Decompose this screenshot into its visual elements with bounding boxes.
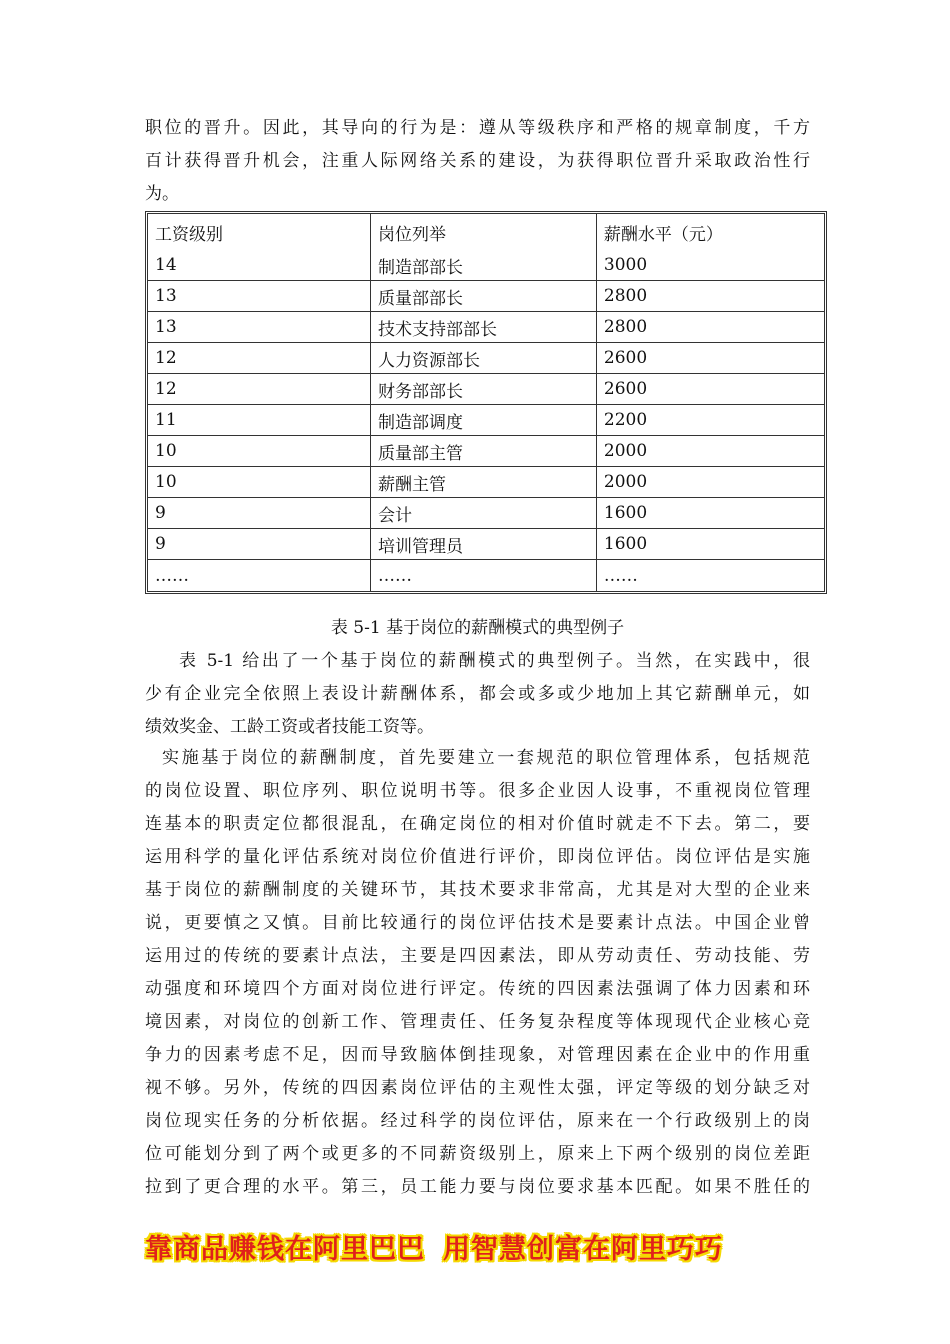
cell-salary: 1600 [597,529,824,560]
banner-text-right: 用智慧创富在阿里巧巧 [443,1234,723,1265]
cell-grade: 12 [148,343,371,374]
table-row [148,529,824,560]
text-line: 表 5-1 给出了一个基于岗位的薪酬模式的典型例子。当然，在实践中，很 [179,651,810,671]
table-row [148,560,824,591]
text-line: 基于岗位的薪酬制度的关键环节，其技术要求非常高，尤其是对大型的企业来 [145,880,810,900]
text-line: 实施基于岗位的薪酬制度，首先要建立一套规范的职位管理体系，包括规范 [162,748,810,768]
cell-salary: 1600 [597,498,824,529]
cell-position: 人力资源部长 [371,343,597,374]
header-salary-grade: 工资级别 [148,214,371,250]
table-row [148,250,824,281]
cell-salary: 2800 [597,281,824,312]
cell-grade: 9 [148,498,371,529]
text-line: 连基本的职责定位都很混乱，在确定岗位的相对价值时就走不下去。第二，要 [145,814,810,834]
table-row [148,374,824,405]
cell-position: 会计 [371,498,597,529]
cell-position: 质量部部长 [371,281,597,312]
text-line: 位可能划分到了两个或更多的不同薪资级别上，原来上下两个级别的岗位差距 [145,1144,810,1164]
text-line: 岗位现实任务的分析依据。经过科学的岗位评估，原来在一个行政级别上的岗 [145,1111,810,1131]
text-line: 说，更要慎之又慎。目前比较通行的岗位评估技术是要素计点法。中国企业曾 [145,913,810,933]
cell-grade: 10 [148,436,371,467]
table-row [148,343,824,374]
cell-salary: 2000 [597,467,824,498]
cell-salary: 2800 [597,312,824,343]
explain-paragraph [145,645,810,744]
table-row [148,281,824,312]
implementation-paragraph [145,742,810,1204]
cell-position: 薪酬主管 [371,467,597,498]
table-row [148,405,824,436]
table-caption: 表 5-1 基于岗位的薪酬模式的典型例子 [330,618,625,638]
cell-position: …… [371,560,597,591]
cell-grade: …… [148,560,371,591]
text-line: 运用科学的量化评估系统对岗位价值进行评价，即岗位评估。岗位评估是实施 [145,847,810,867]
cell-grade: 13 [148,281,371,312]
cell-grade: 12 [148,374,371,405]
cell-salary: 2600 [597,343,824,374]
cell-position: 技术支持部部长 [371,312,597,343]
salary-table [145,211,827,594]
text-line: 视不够。另外，传统的四因素岗位评估的主观性太强，评定等级的划分缺乏对 [145,1078,810,1098]
header-position-examples: 岗位列举 [371,214,597,250]
table-row [148,312,824,343]
table-header-row [148,214,824,250]
cell-position: 质量部主管 [371,436,597,467]
table-row [148,467,824,498]
text-line: 少有企业完全依照上表设计薪酬体系，都会或多或少地加上其它薪酬单元，如 [145,684,810,704]
cell-position: 培训管理员 [371,529,597,560]
banner-text-left: 靠商品赚钱在阿里巴巴 [145,1234,425,1265]
cell-grade: 13 [148,312,371,343]
cell-grade: 11 [148,405,371,436]
table-row [148,436,824,467]
text-line: 绩效奖金、工龄工资或者技能工资等。 [145,717,434,737]
footer-ad-banner[interactable] [145,1230,805,1270]
text-line: 动强度和环境四个方面对岗位进行评定。传统的四因素法强调了体力因素和环 [145,979,810,999]
header-salary-level: 薪酬水平（元） [603,224,723,245]
cell-salary: 2000 [597,436,824,467]
cell-position: 制造部调度 [371,405,597,436]
text-line: 运用过的传统的要素计点法，主要是四因素法，即从劳动责任、劳动技能、劳 [145,946,810,966]
cell-salary: 2200 [597,405,824,436]
cell-position: 财务部部长 [371,374,597,405]
cell-grade: 10 [148,467,371,498]
cell-salary: 2600 [597,374,824,405]
cell-grade: 14 [148,250,371,281]
intro-paragraph [145,112,810,211]
cell-position: 制造部部长 [371,250,597,281]
text-line: 的岗位设置、职位序列、职位说明书等。很多企业因人设事，不重视岗位管理 [145,781,810,801]
cell-salary: …… [603,565,638,586]
text-line: 境因素，对岗位的创新工作、管理责任、任务复杂程度等体现现代企业核心竞 [145,1012,810,1032]
text-line: 职位的晋升。因此，其导向的行为是：遵从等级秩序和严格的规章制度，千方 [145,118,810,138]
table-row [148,498,824,529]
text-line: 争力的因素考虑不足，因而导致脑体倒挂现象，对管理因素在企业中的作用重 [145,1045,810,1065]
cell-grade: 9 [148,529,371,560]
cell-salary: 3000 [597,250,824,281]
text-line: 百计获得晋升机会，注重人际网络关系的建设，为获得职位晋升采取政治性行 [145,151,810,171]
text-line: 为。 [145,184,179,204]
text-line: 拉到了更合理的水平。第三，员工能力要与岗位要求基本匹配。如果不胜任的 [145,1177,810,1197]
